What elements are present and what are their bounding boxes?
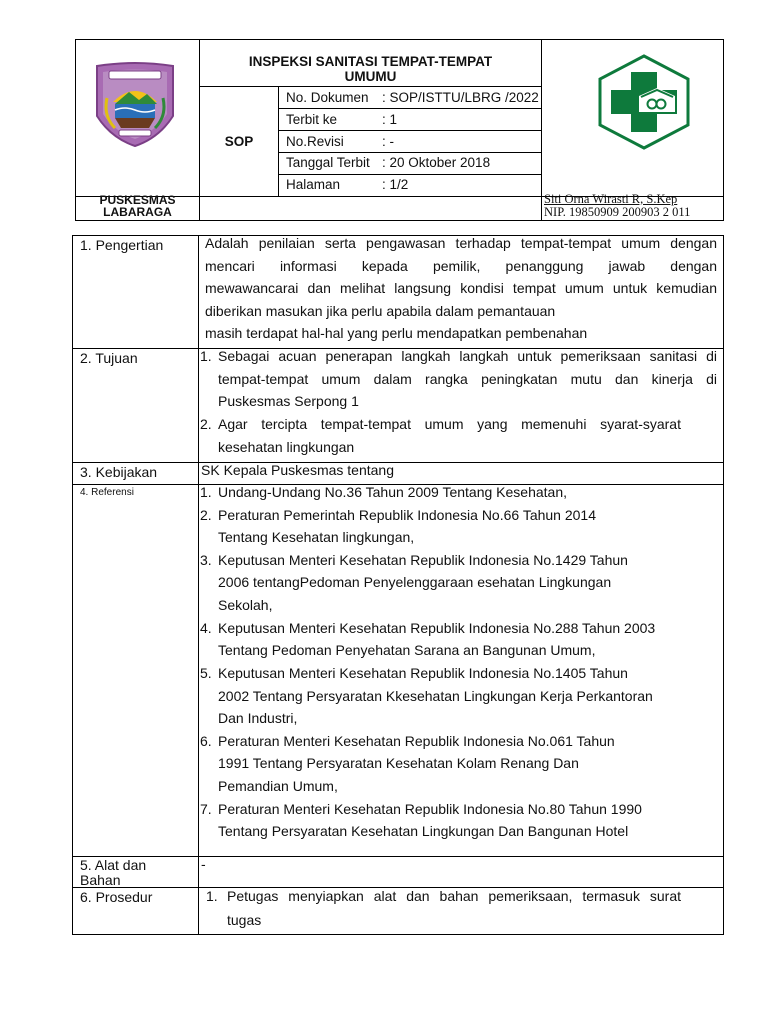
- section-label-alat-line1: 5. Alat dan: [80, 857, 147, 873]
- meta-value-no-revisi: : -: [382, 134, 394, 149]
- tujuan-line: Agar tercipta tempat-tempat umum yang memenuhi syarat-syarat: [218, 416, 681, 432]
- pengertian-line: masih terdapat hal-hal yang perlu mendapatkan pembenahan: [205, 325, 588, 341]
- tujuan-line: tempat-tempat umum dalam rangka peningkatan mutu dan kinerja di: [218, 371, 717, 387]
- pengertian-line: mencari informasi kepada pemilik, penanggung jawab dengan: [205, 258, 717, 274]
- signatory-nip: NIP. 19850909 200903 2 011: [544, 205, 691, 219]
- referensi-line: Keputusan Menteri Kesehatan Republik Indonesia No.1405 Tahun: [218, 665, 628, 681]
- meta-label-no-dokumen: No. Dokumen: [286, 90, 369, 105]
- meta-label-tanggal-terbit: Tanggal Terbit: [286, 155, 370, 170]
- list-number: 1.: [206, 888, 218, 904]
- organization-name-line1: PUSKESMAS: [99, 193, 176, 207]
- referensi-line: 1991 Tentang Persyaratan Kesehatan Kolam Renang Dan: [218, 755, 579, 771]
- prosedur-line: Petugas menyiapkan alat dan bahan pemeriksaan, termasuk surat: [227, 888, 681, 904]
- organization-name: [76, 194, 199, 218]
- section-label-prosedur: 6. Prosedur: [80, 889, 153, 905]
- list-number: 1.: [200, 348, 212, 364]
- prosedur-line: tugas: [227, 912, 262, 928]
- meta-label-no-revisi: No.Revisi: [286, 134, 344, 149]
- tujuan-line: kesehatan lingkungan: [218, 439, 355, 455]
- signatory-name: Siti Orna Wirasti R, S.Kep: [544, 192, 678, 206]
- list-number: 4.: [200, 620, 212, 636]
- referensi-line: Tentang Kesehatan lingkungan,: [218, 529, 415, 545]
- tujuan-line: Sebagai acuan penerapan langkah langkah untuk pemeriksaan sanitasi di: [218, 348, 717, 364]
- section-label-tujuan: 2. Tujuan: [80, 350, 138, 366]
- referensi-line: 2002 Tentang Persyaratan Kkesehatan Lingkungan Kerja Perkantoran: [218, 688, 653, 704]
- meta-label-terbit-ke: Terbit ke: [286, 112, 338, 127]
- organization-name-line2: LABARAGA: [103, 205, 172, 219]
- meta-label-halaman: Halaman: [286, 177, 341, 192]
- section-label-pengertian: 1. Pengertian: [80, 237, 164, 253]
- list-number: 2.: [200, 507, 212, 523]
- referensi-line: Undang-Undang No.36 Tahun 2009 Tentang Kesehatan,: [218, 484, 567, 500]
- section-label-referensi: 4. Referensi: [80, 487, 134, 498]
- list-number: 7.: [200, 801, 212, 817]
- regency-emblem-logo: [89, 58, 181, 150]
- section-body-alat-bahan: -: [201, 856, 206, 872]
- list-number: 2.: [200, 416, 212, 432]
- section-label-alat-bahan: [80, 858, 146, 888]
- pengertian-line: diberikan masukan jika perlu apabila dalam pemantauan: [205, 303, 556, 319]
- sop-label: SOP: [224, 134, 254, 149]
- referensi-line: Peraturan Menteri Kesehatan Republik Indonesia No.061 Tahun: [218, 733, 615, 749]
- meta-value-no-dokumen: : SOP/ISTTU/LBRG /2022: [382, 90, 539, 105]
- list-number: 1.: [200, 484, 212, 500]
- referensi-line: Tentang Pedoman Penyehatan Sarana an Bangunan Umum,: [218, 642, 596, 658]
- referensi-line: 2006 tentangPedoman Penyelenggaraan esehatan Lingkungan: [218, 574, 612, 590]
- section-label-kebijakan: 3. Kebijakan: [80, 464, 158, 480]
- list-number: 6.: [200, 733, 212, 749]
- list-number: 3.: [200, 552, 212, 568]
- referensi-line: Keputusan Menteri Kesehatan Republik Indonesia No.288 Tahun 2003: [218, 620, 656, 636]
- meta-value-terbit-ke: : 1: [382, 112, 398, 127]
- referensi-line: Peraturan Menteri Kesehatan Republik Indonesia No.80 Tahun 1990: [218, 801, 642, 817]
- document-title-line2: UMUMU: [344, 69, 397, 84]
- document-title: [200, 54, 541, 84]
- pengertian-line: Adalah penilaian serta pengawasan terhadap tempat-tempat umum dengan: [205, 235, 717, 251]
- referensi-line: Peraturan Pemerintah Republik Indonesia No.66 Tahun 2014: [218, 507, 596, 523]
- referensi-line: Keputusan Menteri Kesehatan Republik Indonesia No.1429 Tahun: [218, 552, 628, 568]
- referensi-line: Sekolah,: [218, 597, 273, 613]
- section-label-alat-line2: Bahan: [80, 872, 121, 888]
- pengertian-line: mewawancarai dan melihat langsung kondisi tempat umum untuk kemudian: [205, 280, 717, 296]
- meta-value-tanggal-terbit: : 20 Oktober 2018: [382, 155, 491, 170]
- section-body-kebijakan: SK Kepala Puskesmas tentang: [201, 462, 395, 478]
- list-number: 5.: [200, 665, 212, 681]
- referensi-line: Pemandian Umum,: [218, 778, 338, 794]
- document-title-line1: INSPEKSI SANITASI TEMPAT-TEMPAT: [248, 54, 493, 69]
- referensi-line: Dan Industri,: [218, 710, 298, 726]
- meta-value-halaman: : 1/2: [382, 177, 409, 192]
- health-cross-logo: [593, 52, 695, 152]
- referensi-line: Tentang Persyaratan Kesehatan Lingkungan Dan Bangunan Hotel: [218, 823, 629, 839]
- tujuan-line: Puskesmas Serpong 1: [218, 393, 359, 409]
